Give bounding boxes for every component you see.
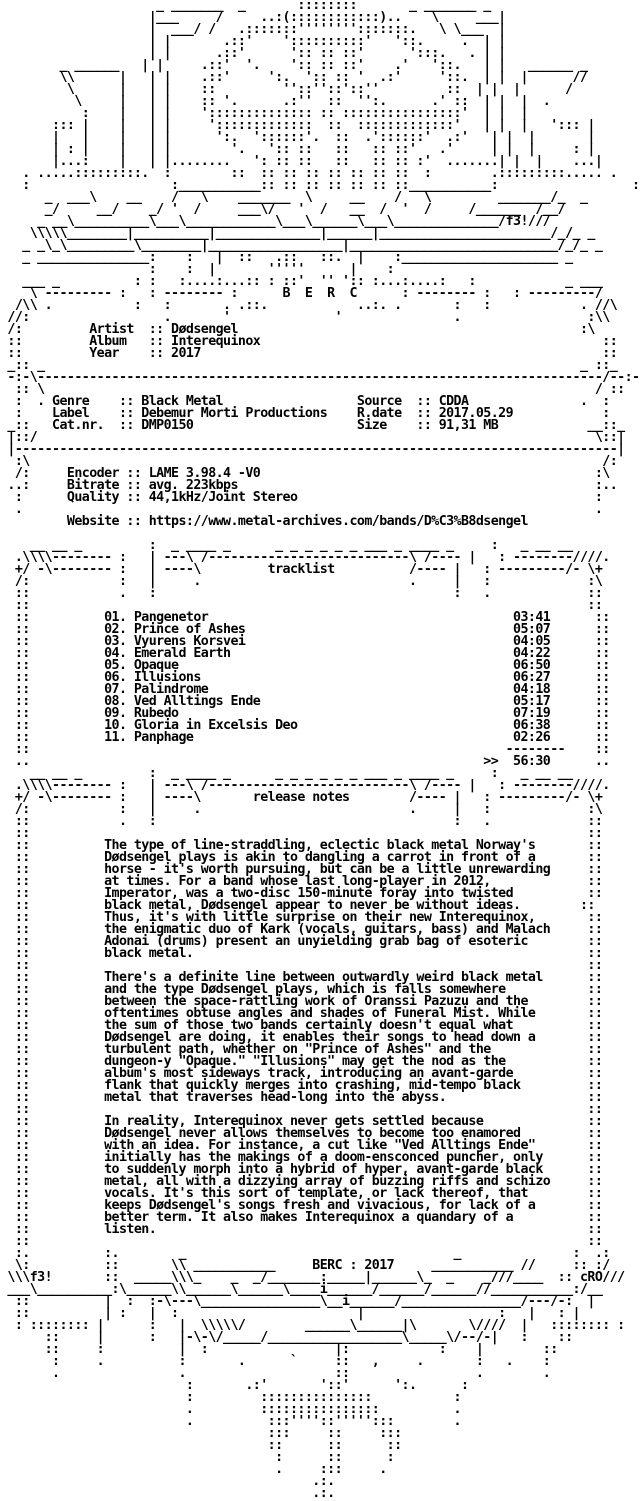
nfo-line: \ | | | :: ''::''::'::'' :: | | | / <box>0 82 573 97</box>
nfo-line: _ __\__________\___\____________\___\______\___\______________/f3!/// <box>0 214 551 229</box>
nfo-line: :: :: <box>0 1234 603 1249</box>
nfo-line: :: vocals. It's this sort of template, or lack thereof, that :: <box>0 1186 603 1201</box>
nfo-line: :: 02. Prince of Ashes 05:07 :: <box>0 622 610 637</box>
nfo-line: :: : | : |: : | :: <box>0 1342 558 1357</box>
nfo-line: |::/ \::| <box>0 430 625 445</box>
nfo-line: ___ _ : : :....:...:: : ::' '' ':: :...:....: : _ ___ <box>0 274 603 289</box>
nfo-line: : :::::::: | : | \\\\\/ ______\______|\ \//// | :::::::: : <box>0 1318 625 1333</box>
nfo-line: \\\f3! :: _____\\\_ _ _/_______:_____|______\_ _ _///____ :: cRO/// <box>0 1270 625 1285</box>
nfo-line: :: Dødsengel plays is akin to dangling a carrot in front of a :: <box>0 850 603 865</box>
nfo-line: : | | | ':::::::::::::: :: ::::::::::::::::' | | | <box>0 106 528 121</box>
nfo-line: ::: | | | | '::::::::::::: :: :::::::::::::' | | | '::: | <box>0 118 595 133</box>
nfo-line: /: : | . . | : :\ <box>0 574 603 589</box>
nfo-line: \ --------- : : -------- : B E R C : -------- : : ---------/ <box>0 286 603 301</box>
nfo-line: .:. <box>0 1486 335 1501</box>
nfo-line: :: \ / :: <box>0 382 625 397</box>
nfo-line: /: : | . . | : :\ <box>0 802 603 817</box>
nfo-line: +/ -\-------- : | ----\ release notes /---- | : ---------/- \+ <box>0 790 603 805</box>
nfo-line: _ _______________: : | :: .:: ::. | :_____________________ _ <box>0 250 573 265</box>
nfo-line: :: 11. Panphage 02:26 :: <box>0 730 610 745</box>
nfo-line: . . :: . . <box>0 1366 551 1381</box>
nfo-line: :: at times. For a band whose last long-player in 2012, :: <box>0 874 603 889</box>
nfo-line: _:: Cat.nr. :: DMP0150 Size :: 91,31 MB __::_ <box>0 418 625 433</box>
nfo-line: :: -------- :: <box>0 742 610 757</box>
nfo-line: _ ___\ __ / \ _______ \ __ / \ _______/_ _ <box>0 190 588 205</box>
nfo-line: \ | | | :: '. .:'' :: '':. .' :: | | | . <box>0 94 551 109</box>
nfo-line: :: :: <box>0 958 603 973</box>
nfo-line: :: initially has the makings of a doom-ensconced puncher, only :: <box>0 1150 603 1165</box>
nfo-line: :: 07. Palindrome 04:18 :: <box>0 682 610 697</box>
nfo-line: : Label :: Debemur Morti Productions R.date :: 2017.05.29 : <box>0 406 610 421</box>
nfo-line: | ___/ / .:::::::'''''''':::::::. \ \___ | <box>0 22 506 37</box>
nfo-line: :: the sum of those two bands certainly doesn't equal what :: <box>0 1018 603 1033</box>
nfo-line: :: listen. :: <box>0 1222 603 1237</box>
nfo-line: | : | | | | '. ':: :: :: :: ::' .' | | | : | <box>0 142 595 157</box>
nfo-line: _ _______ _ :::::::: _ _______ _ <box>0 0 491 13</box>
nfo-line: :: oftentimes obtuse angles and shades of Funeral Mist. While :: <box>0 1006 603 1021</box>
nfo-line: . ::: . <box>0 1462 387 1477</box>
nfo-line: : . : . ` :: , . : . : <box>0 1354 551 1369</box>
nfo-line: :: flank that quickly merges into crashing, mid-tempo black :: <box>0 1078 603 1093</box>
nfo-line: _:: _ _ ::_ <box>0 358 618 373</box>
nfo-line: :: black metal. :: <box>0 946 603 961</box>
nfo-line: . :::::::::::::::: . <box>0 1402 461 1417</box>
nfo-line: :: the enigmatic duo of Kark (vocals, guitars, bass) and Malach :: <box>0 922 603 937</box>
nfo-line: :: and the type Dødsengel plays, which is falls somewhere :: <box>0 982 603 997</box>
nfo-line: :: Thus, it's with little surprise on their new Interequinox, :: <box>0 910 603 925</box>
nfo-line: :: There's a definite line between outwardly weird black metal :: <box>0 970 603 985</box>
nfo-line: : . Genre :: Black Metal Source :: CDDA . : <box>0 394 610 409</box>
nfo-line: :: | : | : | : | : | <box>0 1306 580 1321</box>
nfo-line: | | .::' '::::::::::' '::. . | | <box>0 34 506 49</box>
nfo-line: :: :: <box>0 826 603 841</box>
nfo-line: :: Adonai (drums) present an unyielding grab bag of esoteric :: <box>0 934 603 949</box>
nfo-line: :: between the space-rattling work of Oranssi Pazuzu and the :: <box>0 994 603 1009</box>
nfo-line: .. >> 56:30 .. <box>0 754 610 769</box>
nfo-line: \\\\\________|__________|______________|______|_______________________/_/_ _ <box>0 226 595 241</box>
nfo-line: :: 01. Pangenetor 03:41 :: <box>0 610 610 625</box>
nfo-line: :: Imperator, was a two-disc 150-minute foray into twisted :: <box>0 886 603 901</box>
nfo-line: :. :. _ _ : .: <box>0 1246 610 1261</box>
nfo-line: :: The type of line-straddling, eclectic black metal Norway's :: <box>0 838 603 853</box>
nfo-line: :: | : :-\---\________________\__i______/________________/---/-: | <box>0 1294 595 1309</box>
nfo-line: | | | | | ':. '::::::'. :: .'::::::' .:' | | | | <box>0 130 595 145</box>
nfo-line: :: Album :: Interequinox :: <box>0 334 618 349</box>
nfo-line: :: metal that traverses head-long into the abyss. :: <box>0 1090 603 1105</box>
nfo-line: . :::''''::'''''::: . <box>0 1414 461 1429</box>
nfo-line: | | .::' ':: :: ::' ':::. . | | <box>0 46 506 61</box>
nfo-line: . .....:::::::::. : :: :: :: :: :: :: :: :: : .:::::::::..... . <box>0 166 618 181</box>
nfo-line: :: turbulent path, whether on "Prince of Ashes" and the :: <box>0 1042 603 1057</box>
nfo-line: /: Artist :: Dødsengel :\ <box>0 322 595 337</box>
nfo-line: //: . ' ' . :\\ <box>0 310 610 325</box>
nfo-line: :: :: <box>0 1102 603 1117</box>
nfo-line: __ __ _ : _ ____ _ _ _ _ _ _ _ ___ _ ____ _ : _ __ __ <box>0 538 573 553</box>
nfo-line: . . <box>0 502 603 517</box>
nfo-line: |...: | | |........ ': :: :: :: :: :: :' .......| | | ...| <box>0 154 603 169</box>
nfo-line: :: with an idea. For instance, a cut like "Ved Alltings Ende" :: <box>0 1138 603 1153</box>
nfo-line: :: horse - it's worth pursuing, but can be a little unrewarding :: <box>0 862 603 877</box>
nfo-line: :: :: :: <box>0 1438 402 1453</box>
nfo-line: :: black metal, Dødsengel appear to never be without ideas. :: <box>0 898 595 913</box>
nfo-line: .\\\\-------- : | ---\ /---------------------------\ /---- | : --------////. <box>0 778 610 793</box>
nfo-line: ..: Bitrate :: avg. 223kbps :.. <box>0 478 618 493</box>
nfo-line: |---------------------------------------------------------------------------------| <box>0 442 625 457</box>
nfo-line: :: metal, all with a dizzying array of buzzing riffs and schizo :: <box>0 1174 603 1189</box>
nfo-line: |___ / ..:(::::::::::::).. \ ___| <box>0 10 506 25</box>
nfo-line: :: :: <box>0 598 603 613</box>
nfo-line: :\ /: <box>0 454 618 469</box>
nfo-line: :: better term. It also makes Interequinox a quandary of a :: <box>0 1210 603 1225</box>
nfo-line: :: album's most sideways track, introducing an avant-garde :: <box>0 1066 603 1081</box>
nfo-line: ___\__________:\______\\______\______\____i______/______/______//___________:/__ <box>0 1282 603 1297</box>
nfo-line: :: Dødsengel are doing, it enables their songs to head down a :: <box>0 1030 603 1045</box>
nfo-line: __ __ _ : _ ____ _ _ _ _ _ _ _ ___ _ ____ _ : _ __ __ <box>0 766 573 781</box>
nfo-line: :: . : : . :: <box>0 814 603 829</box>
nfo-line: :: 05. Opaque 06:50 :: <box>0 658 610 673</box>
nfo-line: :: | : |-\-\/_____/__________________\_____\/--/-| : :: <box>0 1330 573 1345</box>
nfo-line: +/ -\-------- : | ----\ tracklist /---- | : ---------/- \+ <box>0 562 603 577</box>
nfo-line: :: Year :: 2017 :: <box>0 346 618 361</box>
nfo-line: :: 06. Illusions 06:27 :: <box>0 670 610 685</box>
nfo-line: :: Dødsengel never allows themselves to become too enamored :: <box>0 1126 603 1141</box>
nfo-line: :: to suddenly morph into a hybrid of hyper, avant-garde black :: <box>0 1162 603 1177</box>
nfo-line: _ _\_\_________\________|__________________|____________________________/_/_ _ <box>0 238 603 253</box>
nfo-line: :: 08. Ved Alltings Ende 05:17 :: <box>0 694 610 709</box>
nfo-line: \: :: \\ ___________ BERC : 2017 ___________ // :: :/ <box>0 1258 610 1273</box>
nfo-line: :: 09. Rubedo 07:19 :: <box>0 706 610 721</box>
nfo-line: /: Encoder :: LAME 3.98.4 -V0 :\ <box>0 466 610 481</box>
nfo-line: : Quality :: 44,1kHz/Joint Stereo : <box>0 490 603 505</box>
nfo-line: : ::::::::::::::: : <box>0 1390 461 1405</box>
nfo-line: /\\ . : : . .::. ..:. . : : . //\ <box>0 298 618 313</box>
nfo-line: :: 03. Vyurens Korsvei 04:05 :: <box>0 634 610 649</box>
nfo-line: _ ______ | | .::' '. ':: :: ::' .' '::. | | ______ _ <box>0 58 588 73</box>
nfo-line: Website :: https://www.metal-archives.com/bands/D%C3%B8dsengel <box>0 514 528 529</box>
nfo-line: : .:' '::' ':. : <box>0 1378 469 1393</box>
nfo-line: .:. <box>0 1474 335 1489</box>
nfo-line: :: keeps Dødsengel's songs fresh and vivacious, for lack of a :: <box>0 1198 603 1213</box>
nfo-line: :: In reality, Interequinox never gets settled because :: <box>0 1114 603 1129</box>
nfo-line: \\ | | | .::' ':. ':: :: ' .:' '::. | | | // <box>0 70 588 85</box>
nfo-line: :: 10. Gloria in Excelsis Deo 06:38 :: <box>0 718 610 733</box>
nfo-line: : : | ''''' | : <box>0 262 395 277</box>
nfo-line: :: 04. Emerald Earth 04:22 :: <box>0 646 610 661</box>
nfo-line: :: . : : . :: <box>0 586 603 601</box>
nfo-line: : :___________:: :: :: :: :: :: ::___________: : <box>0 178 640 193</box>
nfo-line: : :: : <box>0 1450 395 1465</box>
nfo-line: _/ __/ _/ ' / ___\/ ' / __ / ' / /______ /__/ <box>0 202 566 217</box>
nfo-line: .\\\\-------- : | ---\ /---------------------------\ /---- | : --------////. <box>0 550 610 565</box>
nfo-line: :: dungeon-y "Opaque." "Illusions" may get the nod as the :: <box>0 1054 603 1069</box>
nfo-line: ::: :: ::: <box>0 1426 402 1441</box>
nfo-line: -:-\----------------------------------------------------------------------------/--:- <box>0 370 640 385</box>
